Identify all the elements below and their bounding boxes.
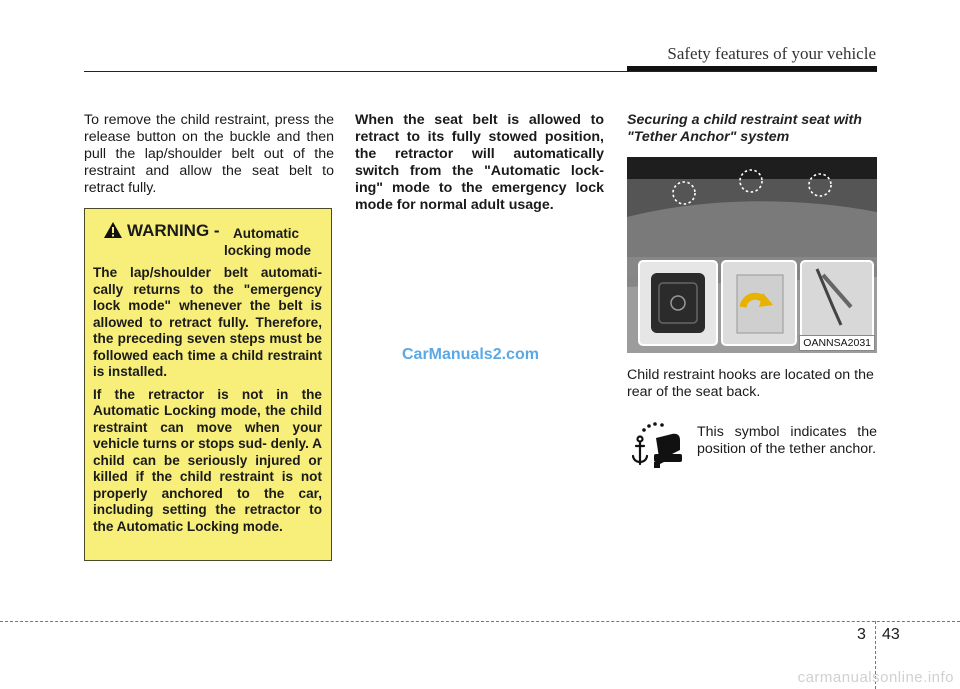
section-title: Safety features of your vehicle [667, 44, 876, 63]
chapter-number: 3 [857, 626, 866, 643]
warning-header [93, 217, 322, 261]
warning-paragraph-1: The lap/shoulder belt automati- cally returns to the "emergency lock mode" whenever the belt is allowed to retract fully. Therefore, the preceding seven steps must be followed each time a child restraint is installed. [93, 265, 322, 379]
footer-rule [0, 621, 960, 622]
tether-anchor-icon [628, 420, 688, 472]
symbol-description: This symbol indicates the position of the tether anchor. [697, 424, 877, 457]
warning-subject-line2: locking mode [224, 243, 312, 258]
section-heading: Securing a child restraint seat with "Tether Anchor" system [627, 112, 862, 145]
tether-anchor-photo [627, 157, 877, 353]
figure-caption: Child restraint hooks are located on the rear of the seat back. [627, 367, 874, 400]
site-watermark[interactable]: carmanualsonline.info [797, 669, 954, 686]
header-rule [84, 71, 876, 72]
figure-code: OANNSA2031 [799, 335, 875, 351]
warning-paragraph-2: If the retractor is not in the Automatic Locking mode, the child restraint can move when your vehicle turns or stops sud- denly. A child can be seriously injured or killed if the child restraint is not properly anchored to the car, including setting the retractor to the Automatic Locking mode. [93, 386, 322, 534]
watermark-text[interactable]: CarManuals2.com [402, 346, 539, 363]
warning-label: WARNING - [127, 221, 220, 240]
warning-box [84, 208, 332, 561]
tether-anchor-figure [627, 157, 877, 353]
body-text-col1: To remove the child restraint, press the release button on the buckle and then pull the lap/shoulder belt out of the restraint and allow the seat belt to retract fully. [84, 112, 334, 196]
page-number: 43 [882, 626, 900, 643]
body-text-col2: When the seat belt is allowed to retract to its fully stowed position, the retractor will automatically switch from the "Automatic lock- ing" mode to the emergency lock mode for normal adult usage. [355, 112, 604, 213]
warning-subject-line1: Automatic [233, 226, 300, 241]
warning-triangle-icon [103, 221, 123, 239]
